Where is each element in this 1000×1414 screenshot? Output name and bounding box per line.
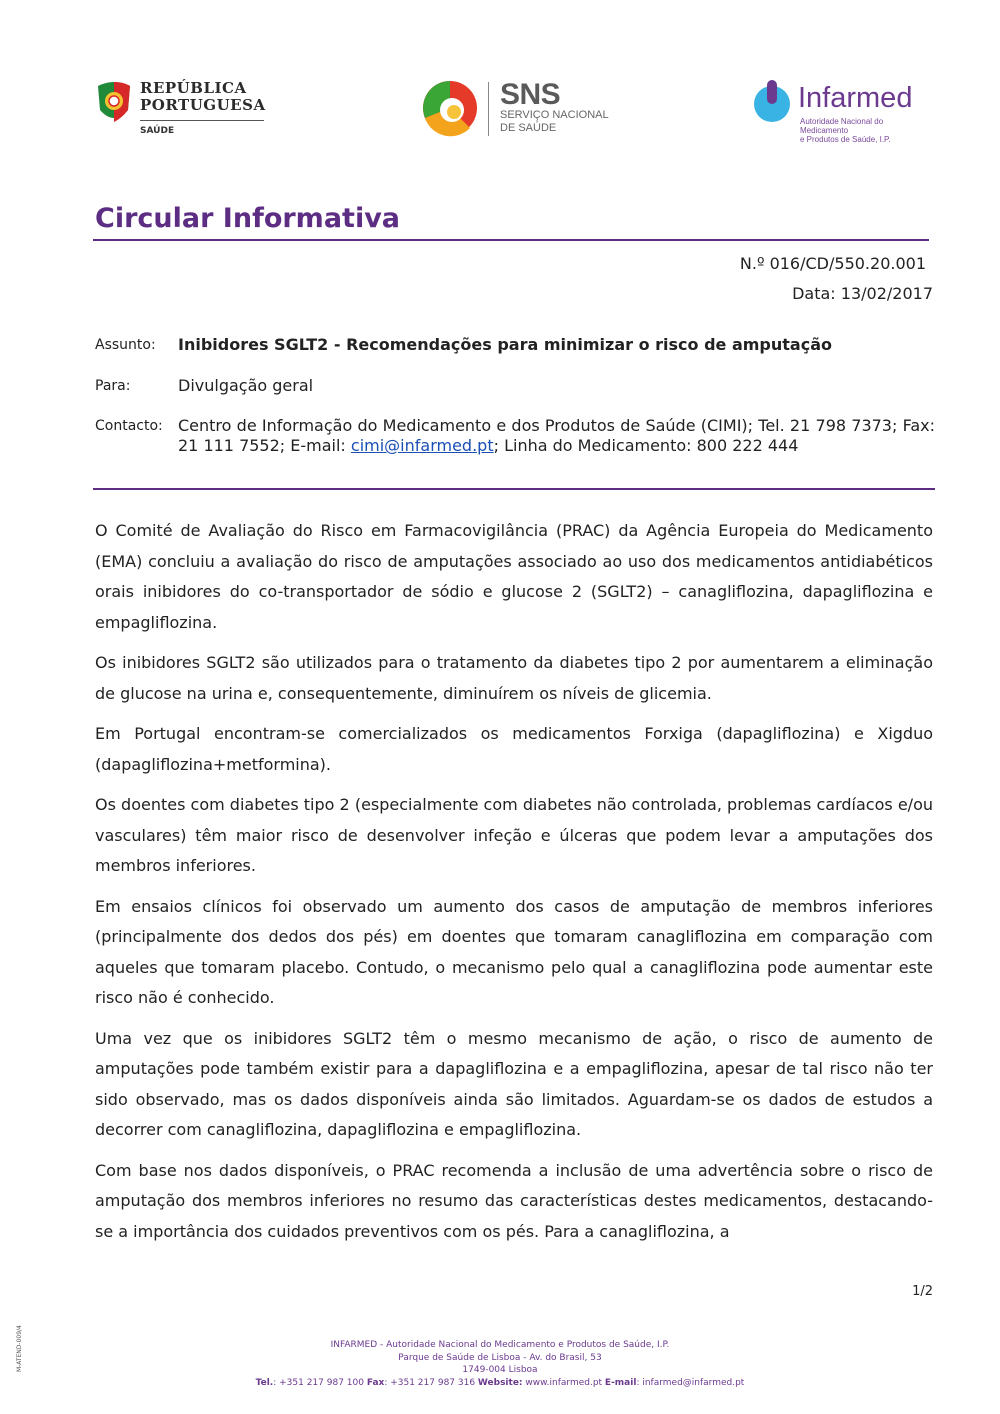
body-paragraph-5: Em ensaios clínicos foi observado um aumento dos casos de amputação de membros inferiores (principalmente dos dedos dos pés) em doentes que tomaram canagliflozina em comparação com aqueles que tomaram placebo. Contudo, o mecanismo pelo qual a canagliflozina pode aumentar este risco não é conhecido. [95, 896, 933, 1007]
portugal-emblem-icon [94, 80, 134, 124]
sns-line2: DE SAÚDE [500, 122, 557, 134]
document-date: Data: 13/02/2017 [792, 284, 933, 303]
assunto-label: Assunto: [95, 337, 156, 353]
title-divider [93, 239, 929, 241]
footer-email-value[interactable]: : infarmed@infarmed.pt [636, 1377, 745, 1388]
rp-sub: SAÚDE [140, 126, 175, 136]
sns-logo [420, 78, 610, 140]
body-paragraph-4: Os doentes com diabetes tipo 2 (especialmente com diabetes não controlada, problemas cardíacos e/ou vasculares) têm maior risco de desenvolver infeção e úlceras que podem levar a amputações dos membros inferiores. [95, 795, 933, 875]
footer-contacts [0, 1377, 1000, 1390]
sns-line1: SERVIÇO NACIONAL [500, 109, 609, 121]
para-value: Divulgação geral [178, 376, 314, 395]
footer-fax-value: : +351 217 987 316 [384, 1377, 478, 1388]
para-label: Para: [95, 378, 131, 394]
contacto-value [178, 416, 935, 456]
footer-email-label: E-mail [604, 1377, 637, 1388]
infarmed-name: Infarmed [798, 82, 913, 114]
body-paragraph-6: Uma vez que os inibidores SGLT2 têm o mesmo mecanismo de ação, o risco de aumento de amputações pode também existir para a dapagliflozina e a empagliflozina, apesar de tal risco não ter sido observado, mas os dados disponíveis ainda são limitados. Aguardam-se os dados de estudos a decorrer com canagliflozina, dapagliflozina e empagliflozina. [95, 1028, 933, 1139]
infarmed-logo [750, 78, 930, 144]
infarmed-sub2: e Produtos de Saúde, I.P. [800, 135, 891, 144]
footer-web-value[interactable]: www.infarmed.pt [522, 1377, 605, 1388]
page-title: Circular Informativa [95, 203, 401, 234]
contacto-label: Contacto: [95, 418, 163, 434]
meta-divider [93, 488, 935, 490]
sns-abbrev: SNS [500, 78, 561, 111]
page-number: 1/2 [912, 1284, 933, 1299]
infarmed-sub1: Autoridade Nacional do Medicamento [800, 117, 884, 135]
body-paragraph-1: O Comité de Avaliação do Risco em Farmacovigilância (PRAC) da Agência Europeia do Medicamento (EMA) concluiu a avaliação do risco de amputações associado ao uso dos medicamentos antidiabéticos orais inibidores do co-transportador de sódio e glucose 2 (SGLT2) – canagliflozina, dapagliflozina e empagliflozina. [95, 521, 933, 632]
contacto-text-2: ; Linha do Medicamento: 800 222 444 [493, 436, 799, 455]
rp-line2: PORTUGUESA [140, 96, 266, 114]
republica-portuguesa-logo [94, 78, 269, 140]
footer-line-3: 1749-004 Lisboa [462, 1365, 538, 1375]
body-paragraph-7: Com base nos dados disponíveis, o PRAC recomenda a inclusão de uma advertência sobre o risco de amputação dos membros inferiores no resumo das características destes medicamentos, destacando-se a importância dos cuidados preventivos com os pés. Para a canagliflozina, a [95, 1160, 933, 1241]
footer [0, 1339, 1000, 1389]
footer-web-label: Website: [477, 1377, 523, 1388]
body-paragraph-2: Os inibidores SGLT2 são utilizados para o tratamento da diabetes tipo 2 por aumentarem a eliminação de glucose na urina e, consequentemente, diminuírem os níveis de glicemia. [95, 653, 933, 703]
footer-line-2: Parque de Saúde de Lisboa - Av. do Brasil, 53 [398, 1352, 602, 1363]
contacto-text-1: Centro de Informação do Medicamento e dos Produtos de Saúde (CIMI); Tel. 21 798 7373; Fax: 21 111 7552; E-mail: [178, 416, 935, 455]
contact-email-link[interactable]: cimi@infarmed.pt [350, 436, 494, 455]
document-number: N.º 016/CD/550.20.001 [739, 254, 926, 273]
rp-line1: REPÚBLICA [140, 79, 247, 97]
sns-divider [488, 82, 489, 136]
rp-divider [140, 120, 264, 121]
body-paragraph-3: Em Portugal encontram-se comercializados os medicamentos Forxiga (dapagliflozina) e Xigduo (dapagliflozina+metformina). [95, 724, 933, 774]
assunto-value: Inibidores SGLT2 - Recomendações para minimizar o risco de amputação [178, 335, 832, 354]
footer-line-1: INFARMED - Autoridade Nacional do Medicamento e Produtos de Saúde, I.P. [330, 1340, 670, 1350]
footer-fax-label: Fax [366, 1377, 385, 1388]
sns-emblem-icon [420, 78, 480, 138]
footer-tel-label: Tel. [255, 1377, 274, 1388]
side-code-text: M-ATEND-009/4 [16, 1325, 23, 1372]
footer-tel-value: : +351 217 987 100 [273, 1377, 367, 1388]
body-text [95, 516, 933, 1257]
infarmed-emblem-icon [750, 78, 794, 124]
